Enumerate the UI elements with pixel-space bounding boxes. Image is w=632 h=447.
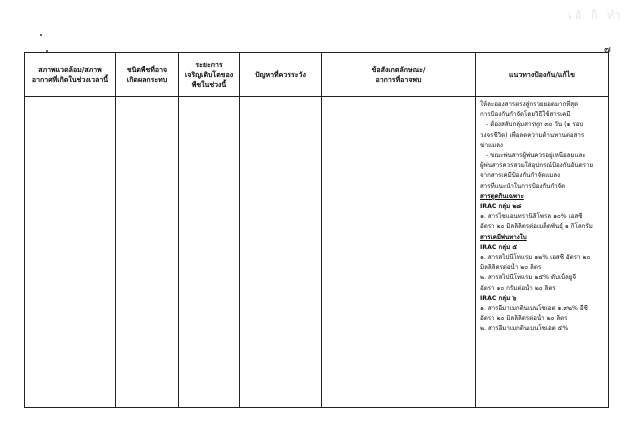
remedy-line: - ต้องสลับกลุ่มสารทุก ๓๐ วัน (๑ รอบ [486,121,584,129]
cell-problems [240,97,322,408]
remedy-line: ฆ่าแมลง [480,141,503,149]
remedy-line: - ขณะพ่นสารผู้พ่นควรอยู่เหนือลมและ [486,152,586,160]
remedy-line: ผู้พ่นสารควรสวมใส่อุปกรณ์ป้องกันอันตราย [480,162,594,170]
remedy-line: วงจรชีวิต) เพื่อลดความต้านทานต่อสาร [480,131,585,139]
header-remedies: แนวทางป้องกัน/แก้ไข [476,53,609,97]
table-header-row [25,53,609,97]
table-row [25,97,609,408]
remedy-line: IRAC กลุ่ม ๕ [480,243,518,251]
remedy-line: ๒. สารสไปนีโทแรม ๒๕% ดับเบิ้ลยูจี [480,274,577,282]
cell-symptoms [322,97,476,408]
speck-mark [40,34,42,36]
remedy-line: ๒. สารอีมาเมกตินเบนโซเอต ๕% [480,325,569,333]
remedy-line: IRAC กลุ่ม ๖ [480,294,517,302]
remedy-text-block [476,97,608,335]
faint-bleed-through-text: เอ้ ก็ ทำ [568,9,624,22]
remedy-line: สารเคมีพ่นทางใบ [480,233,527,241]
remedy-line: ๑. สารไซแอนทรานิลิโพรล ๑๐% เอสซี [480,213,583,221]
remedy-line: ให้ละอองสารตรงสู่กรวยยอดมากที่สุด [480,101,579,108]
remedy-line: อัตรา ๑๐ กรัมต่อน้ำ ๒๐ ลิตร [480,284,556,292]
remedy-line: จากสารเคมีป้องกันกำจัดแมลง [480,172,561,180]
header-growth-stage: ระยะการ เจริญเติบโตของ พืชในช่วงนี้ [179,53,240,97]
cell-affected-crops [116,97,179,408]
cell-remedies [476,97,609,408]
header-problems: ปัญหาที่ควรระวัง [240,53,322,97]
remedy-line: ๑. สารอีมาเมกตินเบนโซเอต ๑.๙๒% อีซี [480,305,588,313]
header-environment: สภาพแวดล้อม/สภาพ อากาศที่เกิดในช่วงเวลานี้ [25,53,116,97]
page-number: ๗ [604,45,611,55]
remedy-line: การป้องกันกำจัดโดยวิธีใช้สารเคมี [480,111,571,119]
header-symptoms: ข้อสังเกตลักษณะ/ อาการที่อาจพบ [322,53,476,97]
cell-environment [25,97,116,408]
remedy-line: อัตรา ๒๐ มิลลิลิตรต่อเมล็ดพันธุ์ ๑ กิโลกรัม [480,223,593,231]
remedy-line: มิลลิลิตรต่อน้ำ ๒๐ ลิตร [480,264,542,272]
remedy-line: ๑. สารสไปนีโทแรม ๑๒% เอสซี อัตรา ๒๐ [480,254,591,262]
remedy-line: สารที่แนะนำในการป้องกันกำจัด [480,182,566,190]
remedy-line: สารดูดกินเฉพาะ [480,192,524,200]
remedy-line: อัตรา ๒๐ มิลลิลิตรต่อน้ำ ๒๐ ลิตร [480,315,568,323]
header-affected-crops: ชนิดพืชที่อาจ เกิดผลกระทบ [116,53,179,97]
pest-management-table [24,52,609,408]
remedy-line: IRAC กลุ่ม ๒๘ [480,203,522,211]
cell-growth-stage [179,97,240,408]
